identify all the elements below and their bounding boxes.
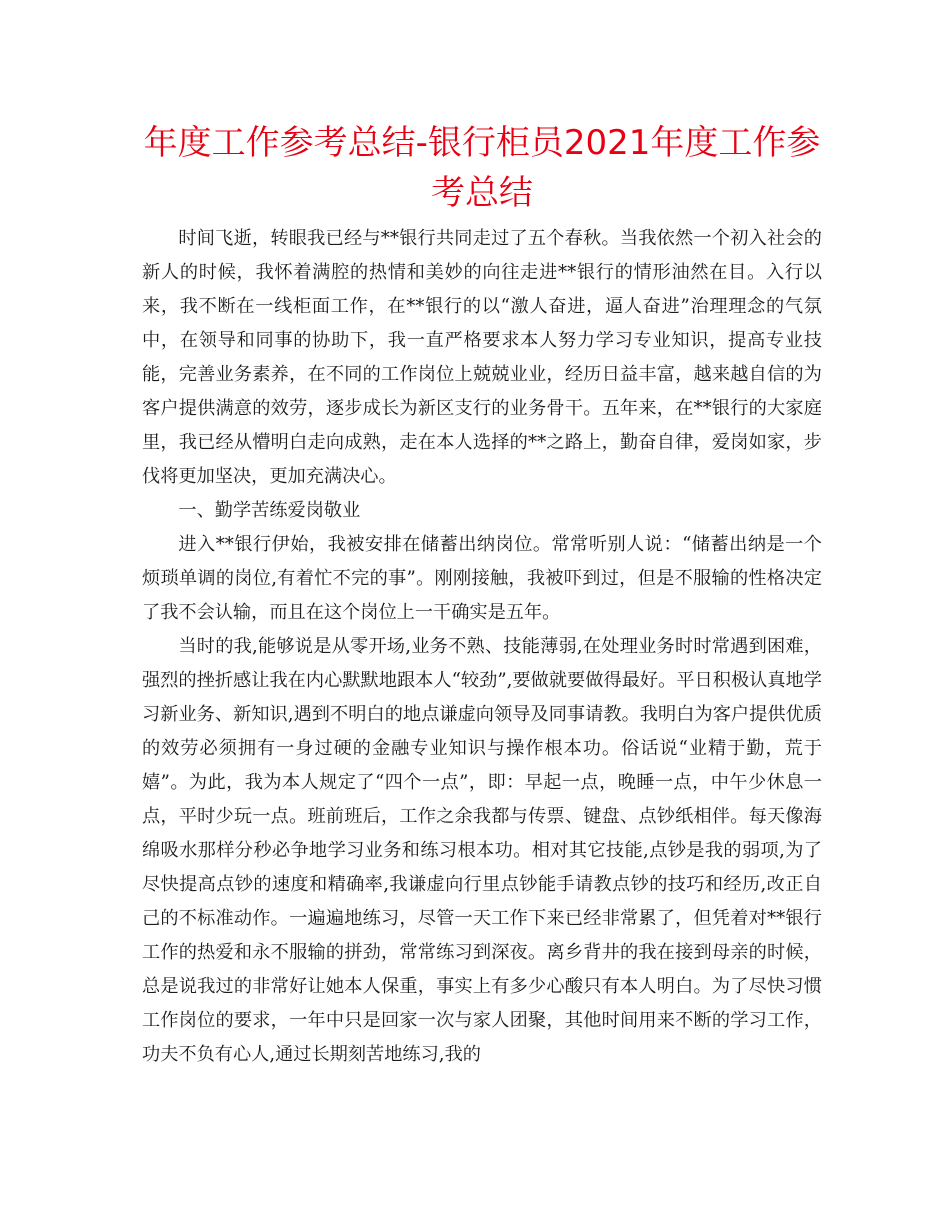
document-title: 年度工作参考总结-银行柜员2021年度工作参考总结	[143, 123, 821, 213]
document-body	[142, 222, 822, 1072]
intro-paragraph: 时间飞逝，转眼我已经与**银行共同走过了五个春秋。当我依然一个初入社会的新人的时候，我怀着满腔的热情和美妙的向往走进**银行的情形油然在目。入行以来，我不断在一线柜面工作，在**银行的以“激人奋进，逼人奋进”治理理念的气氛中，在领导和同事的协助下，我一直严格要求本人努力学习专业知识，提高专业技能，完善业务素养，在不同的工作岗位上兢兢业业，经历日益丰富，越来越自信的为客户提供满意的效劳，逐步成长为新区支行的业务骨干。五年来，在**银行的大家庭里，我已经从懵明白走向成熟，走在本人选择的**之路上，勤奋自律，爱岗如家，步伐将更加坚决，更加充满决心。	[142, 228, 822, 487]
section-heading-1: 一、勤学苦练爱岗敬业	[178, 500, 361, 521]
section1-paragraph-2: 当时的我,能够说是从零开场,业务不熟、技能薄弱,在处理业务时时常遇到困难，强烈的挫折感让我在内心默默地跟本人“较劲”,要做就要做得最好。平日积极认真地学习新业务、新知识,遇到不明白的地点谦虚向领导及同事请教。我明白为客户提供优质的效劳必须拥有一身过硬的金融专业知识与操作根本功。俗话说“业精于勤，荒于嬉”。为此，我为本人规定了“四个一点”，即：早起一点，晚睡一点，中午少休息一点，平时少玩一点。班前班后，工作之余我都与传票、键盘、点钞纸相伴。每天像海绵吸水那样分秒必争地学习业务和练习根本功。相对其它技能,点钞是我的弱项,为了尽快提高点钞的速度和精确率,我谦虚向行里点钞能手请教点钞的技巧和经历,改正自己的不标准动作。一遍遍地练习，尽管一天工作下来已经非常累了，但凭着对**银行工作的热爱和永不服输的拼劲，常常练习到深夜。离乡背井的我在接到母亲的时候，总是说我过的非常好让她本人保重，事实上有多少心酸只有本人明白。为了尽快习惯工作岗位的要求，一年中只是回家一次与家人团聚，其他时间用来不断的学习工作，功夫不负有心人,通过长期刻苦地练习,我的	[142, 636, 822, 1065]
section1-paragraph-1: 进入**银行伊始，我被安排在储蓄出纳岗位。常常听别人说：“储蓄出纳是一个烦琐单调的岗位,有着忙不完的事”。刚刚接触，我被吓到过，但是不服输的性格决定了我不会认输，而且在这个岗位上一干确实是五年。	[142, 534, 822, 623]
